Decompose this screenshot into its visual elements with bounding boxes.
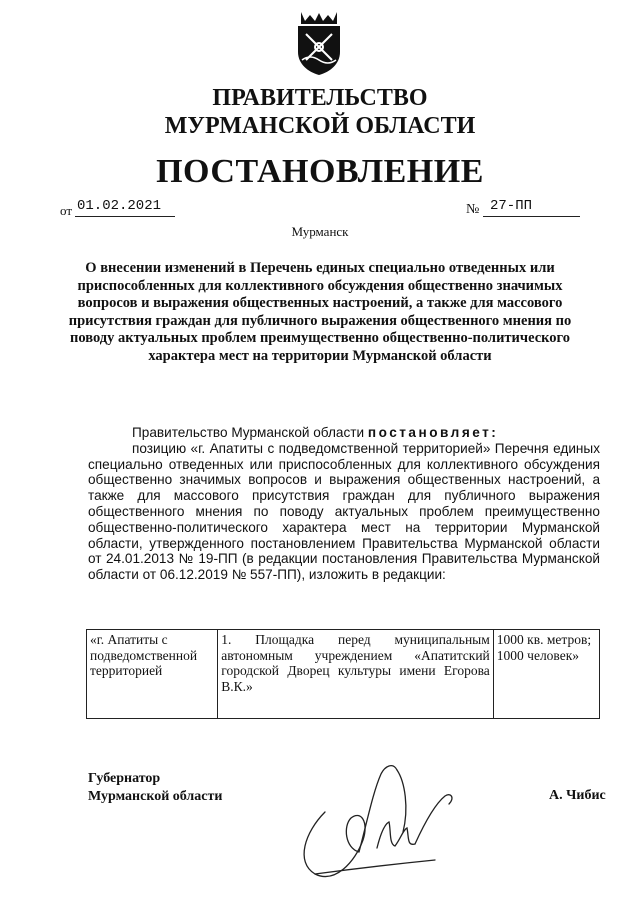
coat-of-arms-icon: [292, 12, 346, 76]
document-type: ПОСТАНОВЛЕНИЕ: [156, 153, 484, 190]
signature-icon: [285, 752, 460, 892]
intro-verb: постановляет:: [367, 425, 499, 440]
main-paragraph: позицию «г. Апатиты с подведомственной территорией» Перечня единых специально отведенных или приспособленных для коллективного обсуждения общественно значимых вопросов и выражения общественных настроений, а также для массового присутствия граждан для публичного выражения общественного мнения по поводу актуальных проблем преимущественно общественно-политического характера мест на территории Мурманской области, утвержденного постановлением Правительства Мурманской области от 24.01.2013 № 19-ПП (в редакции постановления Правительства Мурманской области от 06.12.2019 № 557-ПП), изложить в редакции:: [88, 440, 600, 583]
document-title: О внесении изменений в Перечень единых специально отведенных или приспособленных для коллективного обсуждения общественно значимых вопросов и выражения общественных настроений, а также для массового присутствия граждан для публичного выражения общественного мнения по поводу актуальных проблем преимущественно общественно-политического характера мест на территории Мурманской области: [68, 260, 572, 364]
city: Мурманск: [291, 224, 349, 239]
signer-name: А. Чибис: [549, 788, 606, 803]
table-cell-location: 1. Площадка перед муниципальным автономным учреждением «Апатитский городской Дворец культуры имени Егорова В.К.»: [218, 630, 494, 719]
number-label: №: [466, 202, 480, 217]
locations-table: [86, 629, 600, 719]
document-date: 01.02.2021: [77, 198, 162, 214]
table-cell-capacity: [493, 630, 599, 719]
date-label: от: [60, 203, 73, 218]
signer-position-line-1: Губернатор: [88, 771, 161, 786]
capacity-people: 1000 человек»: [496, 647, 580, 663]
table-row: [87, 630, 600, 719]
signer-position-line-2: Мурманской области: [88, 789, 223, 804]
authority-name: [0, 84, 640, 140]
table-cell-territory: «г. Апатиты с подведомственной территорией: [87, 630, 218, 719]
number-underline: [483, 216, 580, 217]
document-number: 27-ПП: [490, 198, 533, 214]
intro-paragraph: [88, 425, 600, 441]
intro-text: Правительство Мурманской области: [132, 425, 368, 440]
signer-position: [88, 770, 222, 806]
authority-line-2: МУРМАНСКОЙ ОБЛАСТИ: [164, 113, 476, 139]
authority-line-1: ПРАВИТЕЛЬСТВО: [212, 85, 428, 111]
capacity-area: 1000 кв. метров;: [496, 632, 592, 647]
date-underline: [75, 216, 175, 217]
document-body: [88, 425, 600, 583]
